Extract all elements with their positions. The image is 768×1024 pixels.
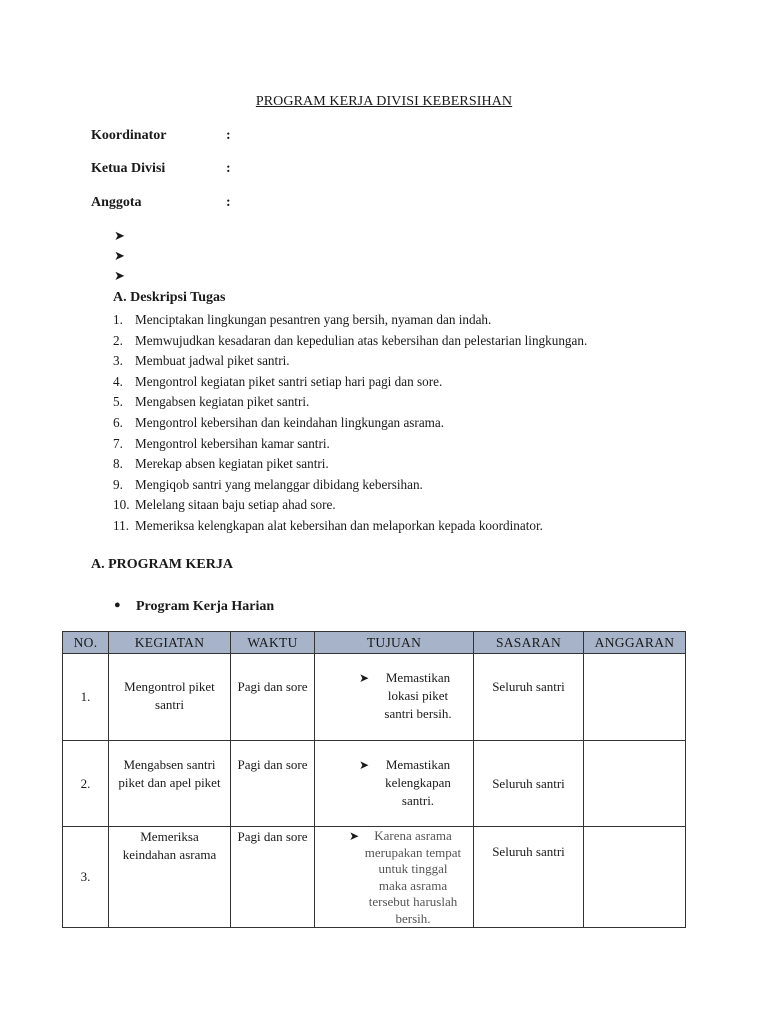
- task-list: [113, 311, 587, 538]
- cell-sasaran: Seluruh santri: [474, 741, 584, 827]
- list-item: 5. Mengabsen kegiatan piket santri.: [113, 394, 310, 410]
- table-header-row: [63, 632, 686, 654]
- table-row: [63, 741, 686, 827]
- field-anggota-colon: :: [226, 195, 231, 210]
- cell-tujuan: ➤ Karena asrama merupakan tempat untuk tinggal maka asrama tersebut haruslah bersih.: [315, 827, 474, 928]
- table-row: [63, 827, 686, 928]
- member-arrow-icon: ➤: [114, 228, 125, 243]
- section-program-kerja: A. PROGRAM KERJA: [91, 557, 233, 572]
- cell-kegiatan: Memeriksa keindahan asrama: [109, 827, 231, 928]
- field-koordinator-colon: :: [226, 128, 231, 143]
- section-deskripsi-tugas: A. Deskripsi Tugas: [113, 290, 226, 305]
- header-no: NO.: [63, 632, 109, 654]
- list-item: 6. Mengontrol kebersihan dan keindahan lingkungan asrama.: [113, 414, 445, 430]
- document-title: PROGRAM KERJA DIVISI KEBERSIHAN: [255, 94, 513, 109]
- header-tujuan: TUJUAN: [315, 632, 474, 654]
- list-item: 3. Membuat jadwal piket santri.: [113, 353, 290, 369]
- header-waktu: WAKTU: [231, 632, 315, 654]
- program-table: [62, 631, 686, 928]
- cell-no: 3.: [63, 827, 109, 928]
- cell-waktu: Pagi dan sore: [231, 654, 315, 741]
- cell-anggaran: [584, 827, 686, 928]
- header-sasaran: SASARAN: [474, 632, 584, 654]
- cell-waktu: Pagi dan sore: [231, 827, 315, 928]
- cell-anggaran: [584, 654, 686, 741]
- list-item: 10. Melelang sitaan baju setiap ahad sore.: [113, 497, 336, 513]
- member-arrow-icon: ➤: [114, 248, 125, 263]
- list-item: 7. Mengontrol kebersihan kamar santri.: [113, 435, 330, 451]
- cell-kegiatan: Mengontrol piket santri: [109, 654, 231, 741]
- list-item: 8. Merekap absen kegiatan piket santri.: [113, 456, 329, 472]
- table-row: [63, 654, 686, 741]
- header-kegiatan: KEGIATAN: [109, 632, 231, 654]
- list-item: 1. Menciptakan lingkungan pesantren yang bersih, nyaman dan indah.: [113, 312, 492, 327]
- list-item: 9. Mengiqob santri yang melanggar dibidang kebersihan.: [113, 476, 423, 492]
- cell-tujuan: ➤ Memastikan kelengkapan santri.: [315, 741, 474, 827]
- cell-waktu: Pagi dan sore: [231, 741, 315, 827]
- bullet-dot-icon: ●: [114, 599, 121, 611]
- field-ketua-divisi-colon: :: [226, 161, 231, 176]
- cell-sasaran: Seluruh santri: [474, 654, 584, 741]
- arrow-icon: ➤: [359, 758, 370, 772]
- cell-anggaran: [584, 741, 686, 827]
- cell-no: 2.: [63, 741, 109, 827]
- member-arrow-icon: ➤: [114, 268, 125, 283]
- subsection-title: Program Kerja Harian: [136, 599, 275, 614]
- cell-kegiatan: Mengabsen santri piket dan apel piket: [109, 741, 231, 827]
- list-item: 11. Memeriksa kelengkapan alat kebersihan dan melaporkan kepada koordinator.: [113, 517, 543, 533]
- arrow-icon: ➤: [349, 829, 360, 843]
- cell-sasaran: Seluruh santri: [474, 827, 584, 928]
- arrow-icon: ➤: [359, 671, 370, 685]
- list-item: 4. Mengontrol kegiatan piket santri setiap hari pagi dan sore.: [113, 373, 443, 389]
- list-item: 2. Memwujudkan kesadaran dan kepedulian atas kebersihan dan pelestarian lingkungan.: [113, 332, 588, 348]
- field-anggota-label: Anggota: [91, 195, 142, 210]
- cell-no: 1.: [63, 654, 109, 741]
- header-anggaran: ANGGARAN: [584, 632, 686, 654]
- field-ketua-divisi-label: Ketua Divisi: [91, 161, 166, 176]
- cell-tujuan: ➤ Memastikan lokasi piket santri bersih.: [315, 654, 474, 741]
- field-koordinator-label: Koordinator: [91, 128, 167, 143]
